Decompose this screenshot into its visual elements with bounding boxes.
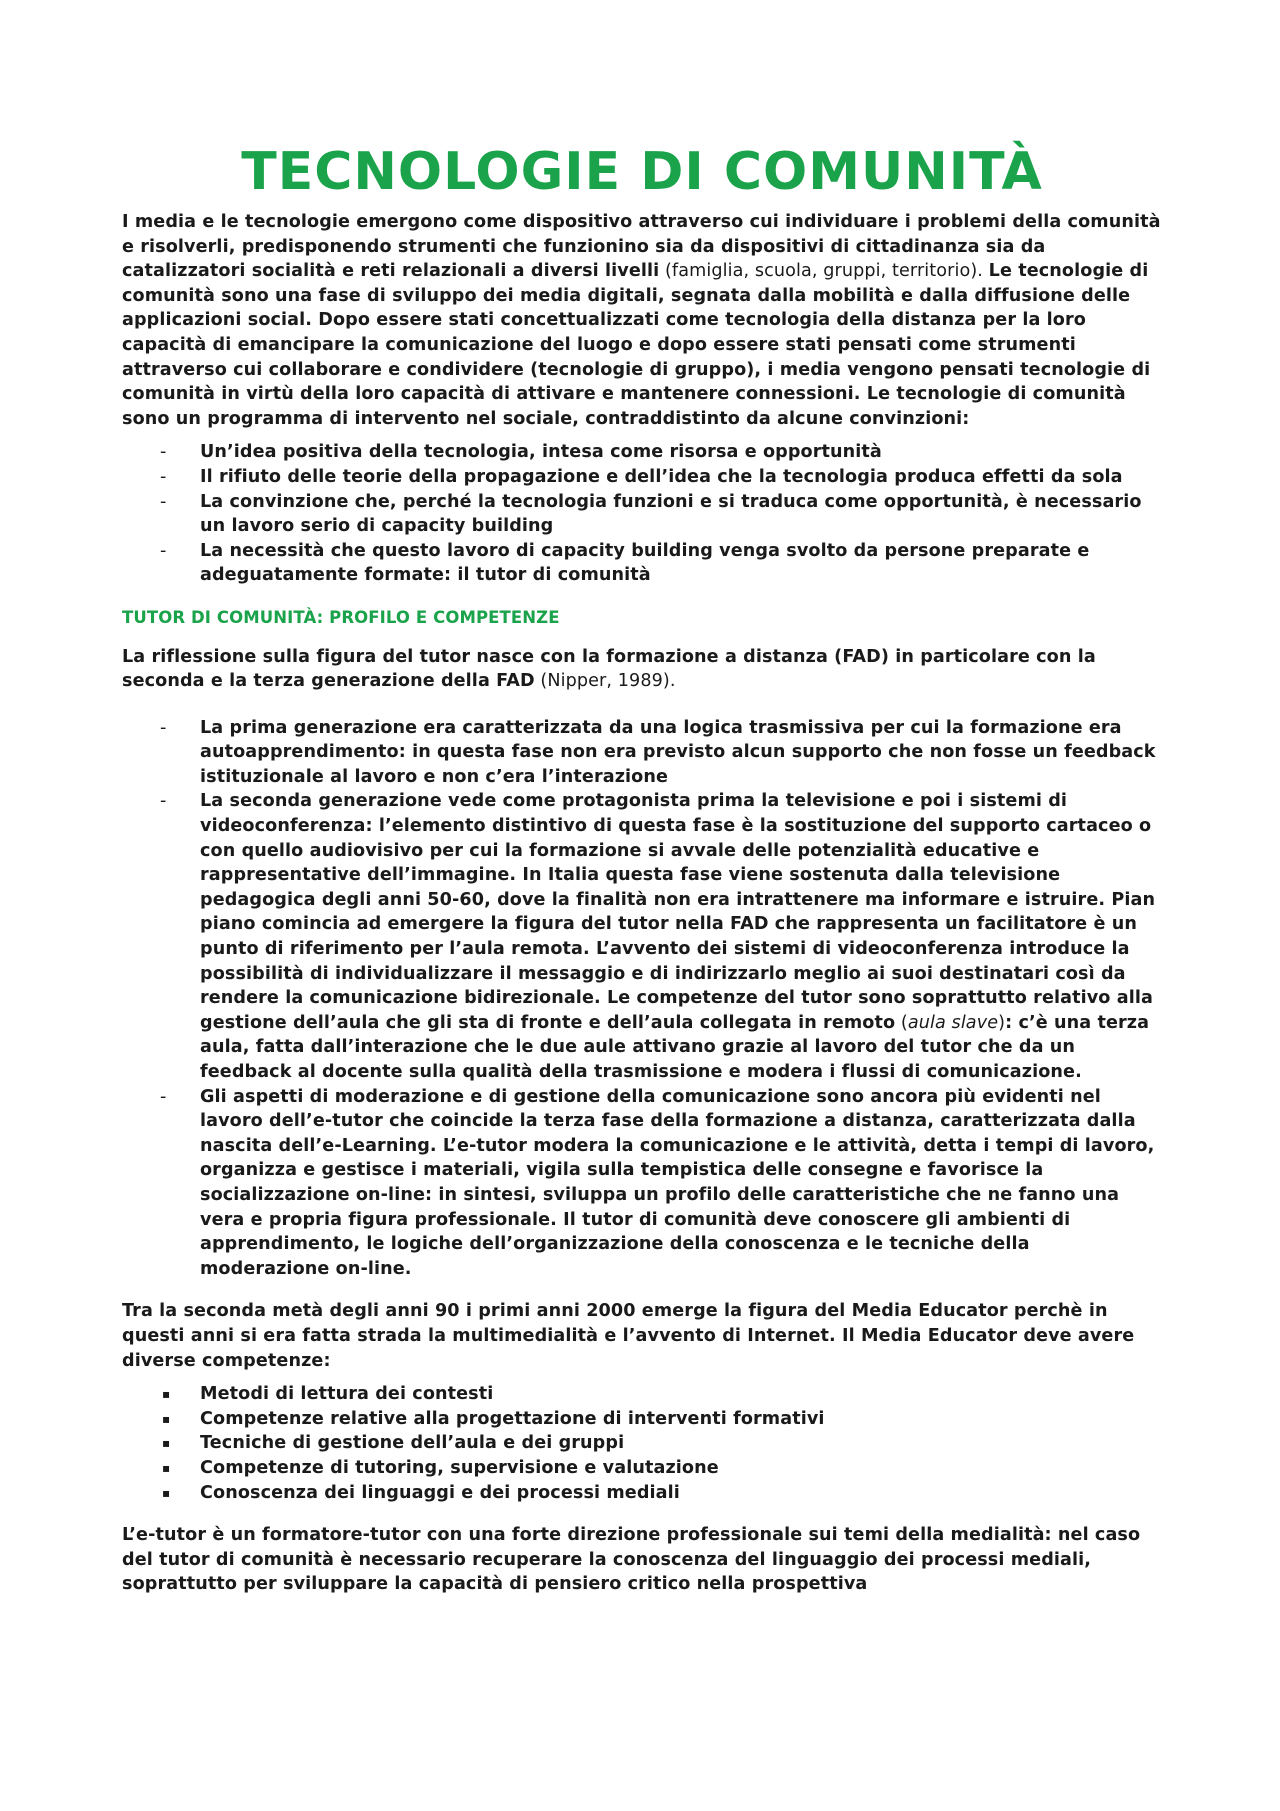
generations-list	[122, 716, 1162, 1282]
intro-paragraph	[122, 210, 1162, 431]
tutor-paragraph	[122, 645, 1162, 694]
list-item: ▪ Conoscenza dei linguaggi e dei processi mediali	[122, 1481, 1162, 1506]
dash-bullet: -	[160, 791, 167, 812]
intro-bold-2: Le tecnologie di comunità sono una fase di sviluppo dei media digitali, segnata dalla mobilità e dalla diffusione delle applicazioni social. Dopo essere stati concettualizzati come tecnologia della distanza per la loro capacità di emancipare la comunicazione del luogo e dopo essere stati pensati come strumenti attraverso cui collaborare e condividere (tecnologie di gruppo), i media vengono pensati tecnologie di comunità in virtù della loro capacità di attivare e mantenere connessioni. Le tecnologie di comunità sono un programma di intervento nel sociale, contraddistinto da alcune convinzioni:	[122, 261, 1151, 429]
list-item: ▪ Competenze di tutoring, supervisione e valutazione	[122, 1456, 1162, 1481]
document-page	[122, 140, 1162, 1597]
dash-bullet: -	[160, 442, 167, 463]
list-item: - La prima generazione era caratterizzata da una logica trasmissiva per cui la formazione era autoapprendimento: in questa fase non era previsto alcun supporto che non fosse un feedback istituzionale al lavoro e non c’era l’interazione	[160, 717, 1156, 787]
square-bullet: ▪	[162, 1485, 171, 1500]
list-item: - Il rifiuto delle teorie della propagazione e dell’idea che la tecnologia produca effetti da sola	[122, 465, 1162, 490]
tutor-paragraph-bold: La riflessione sulla figura del tutor nasce con la formazione a distanza (FAD) in particolare con la seconda e la terza generazione della FAD	[122, 646, 1096, 692]
square-bullet: ▪	[162, 1460, 171, 1475]
italic-term: aula slave	[907, 1012, 999, 1033]
page-title: TECNOLOGIE DI COMUNITÀ	[241, 142, 1043, 202]
dash-bullet: -	[160, 466, 167, 487]
dash-bullet: -	[160, 491, 167, 512]
etutor-paragraph: L’e-tutor è un formatore-tutor con una forte direzione professionale sui temi della medialità: nel caso del tutor di comunità è necessario recuperare la conoscenza del linguaggio dei processi mediali, soprattutto per sviluppare la capacità di pensiero critico nella prospettiva	[122, 1525, 1141, 1595]
citation: (Nipper, 1989).	[534, 671, 676, 692]
list-item: - La necessità che questo lavoro di capacity building venga svolto da persone preparate e adeguatamente formate: il tutor di comunità	[160, 540, 1090, 586]
list-item: - La convinzione che, perché la tecnologia funzioni e si traduca come opportunità, è necessario un lavoro serio di capacity building	[160, 491, 1142, 537]
list-item: - Gli aspetti di moderazione e di gestione della comunicazione sono ancora più evidenti nel lavoro dell’e-tutor che coincide la terza fase della formazione a distanza, caratterizzata dalla nascita dell’e-Learning. L’e-tutor modera la comunicazione e le attività, detta i tempi di lavoro, organizza e gestisce i materiali, vigila sulla tempistica delle consegne e favorisce la socializzazione on-line: in sintesi, sviluppa un profilo delle caratteristiche che ne fanno una vera e propria figura professionale. Il tutor di comunità deve conoscere gli ambienti di apprendimento, le logiche dell’organizzazione della conoscenza e le tecniche della moderazione on-line.	[160, 1086, 1155, 1279]
square-bullet: ▪	[162, 1436, 171, 1451]
dash-bullet: -	[160, 540, 167, 561]
dash-bullet: -	[160, 1086, 167, 1107]
list-item: ▪ Metodi di lettura dei contesti	[122, 1382, 1162, 1407]
square-bullet: ▪	[162, 1387, 171, 1402]
list-item: ▪ Tecniche di gestione dell’aula e dei gruppi	[122, 1431, 1162, 1456]
competences-list	[122, 1382, 1162, 1505]
list-item: - Un’idea positiva della tecnologia, intesa come risorsa e opportunità	[122, 440, 1162, 465]
media-educator-paragraph: Tra la seconda metà degli anni 90 i primi anni 2000 emerge la figura del Media Educator perchè in questi anni si era fatta strada la multimedialità e l’avvento di Internet. Il Media Educator deve avere diverse competenze:	[122, 1301, 1135, 1371]
list-item: - La seconda generazione vede come protagonista prima la televisione e poi i sistemi di videoconferenza: l’elemento distintivo di questa fase è la sostituzione del supporto cartaceo o con quello audiovisivo per cui la formazione si avvale delle potenzialità educative e rappresentative dell’immagine. In Italia questa fase viene sostenuta dalla televisione pedagogica degli anni 50-60, dove la finalità non era intrattenere ma informare e istruire. Pian piano comincia ad emergere la figura del tutor nella FAD che rappresenta un facilitatore è un punto di riferimento per l’aula remota. L’avvento dei sistemi di videoconferenza introduce la possibilità di individualizzare il messaggio e di indirizzarlo meglio ai suoi destinatari così da rendere la comunicazione bidirezionale. Le competenze del tutor sono soprattutto relativo alla gestione dell’aula che gli sta di fronte e dell’aula collegata in remoto (aula slave): c’è una terza aula, fatta dall’interazione che le due aule attivano grazie al lavoro del tutor che da un feedback al docente sulla qualità della trasmissione e modera i flussi di comunicazione.	[160, 791, 1156, 1082]
intro-bold-1: I media e le tecnologie emergono come dispositivo attraverso cui individuare i problemi della comunità e risolverli, predisponendo strumenti che funzionino sia da dispositivi di cittadinanza sia da catalizzatori socialità e reti relazionali a diversi livelli	[122, 212, 1161, 282]
convictions-list	[122, 440, 1162, 588]
intro-normal-1: (famiglia, scuola, gruppi, territorio).	[659, 261, 989, 282]
dash-bullet: -	[160, 717, 167, 738]
list-item: ▪ Competenze relative alla progettazione di interventi formativi	[122, 1407, 1162, 1432]
square-bullet: ▪	[162, 1411, 171, 1426]
section-heading: TUTOR DI COMUNITÀ: PROFILO E COMPETENZE	[122, 607, 560, 627]
